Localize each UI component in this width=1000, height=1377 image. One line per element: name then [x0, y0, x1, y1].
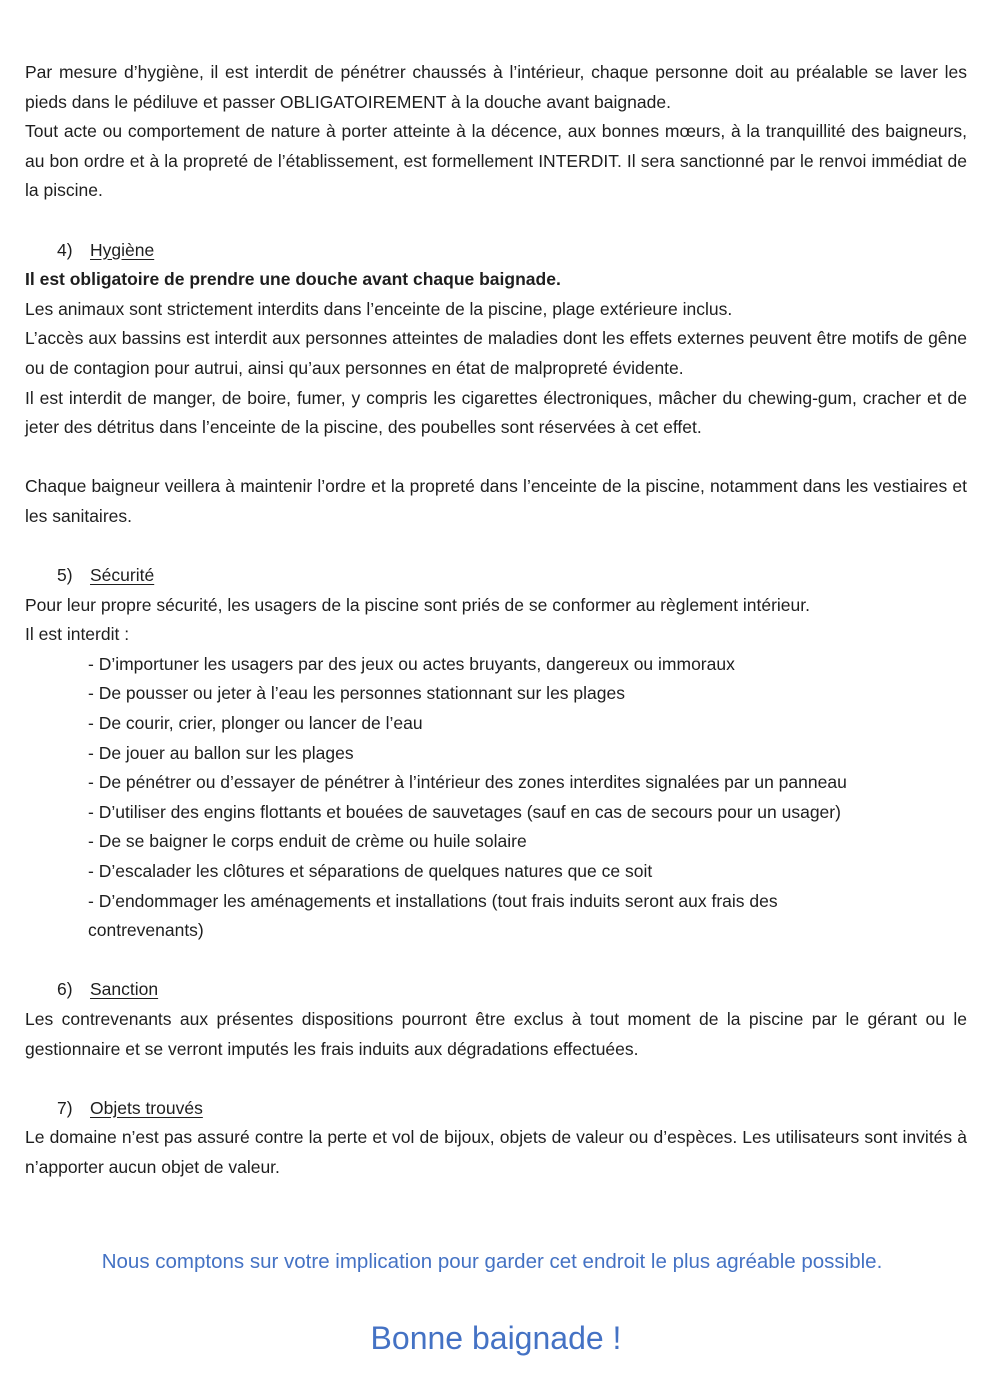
section-title: Sécurité — [90, 565, 155, 586]
intro-paragraph-1: Par mesure d’hygiène, il est interdit de pénétrer chaussés à l’intérieur, chaque personne doit au préalable se laver les pieds dans le pédiluve et passer OBLIGATOIREMENT à la douche avant baignade. — [25, 62, 967, 112]
section-heading-hygiene — [57, 236, 967, 266]
closing-greeting: Bonne baignade ! — [370, 1320, 622, 1356]
section-title: Hygiène — [90, 239, 155, 260]
objets-paragraph-1: Le domaine n’est pas assuré contre la perte et vol de bijoux, objets de valeur ou d’espèces. Les utilisateurs sont invités à n’apporter aucun objet de valeur. — [25, 1127, 967, 1177]
list-item: - De se baigner le corps enduit de crème ou huile solaire — [88, 831, 527, 852]
document-body — [25, 58, 967, 1183]
section-number: 6) — [57, 979, 73, 1000]
hygiene-paragraph-3: Il est interdit de manger, de boire, fumer, y compris les cigarettes électroniques, mâcher du chewing-gum, cracher et de jeter des détritus dans l’enceinte de la piscine, des poubelles sont réservées à cet effet. — [25, 387, 967, 438]
section-number: 4) — [57, 239, 73, 260]
section-title: Sanction — [90, 979, 159, 1000]
section-number: 7) — [57, 1097, 73, 1118]
list-item-continuation: contrevenants) — [88, 920, 204, 941]
list-item: - De courir, crier, plonger ou lancer de l’eau — [88, 713, 423, 734]
list-item: - De pousser ou jeter à l’eau les personnes stationnant sur les plages — [88, 683, 625, 704]
sanction-paragraph-1: Les contrevenants aux présentes dispositions pourront être exclus à tout moment de la piscine par le gérant ou le gestionnaire et se verront imputés les frais induits aux dégradations effectuées. — [25, 1009, 967, 1059]
list-item-text: - D’endommager les aménagements et installations (tout frais induits seront aux frais des — [88, 890, 778, 911]
list-item: - D’escalader les clôtures et séparations de quelques natures que ce soit — [88, 861, 653, 882]
section-heading-sanction — [57, 975, 967, 1005]
securite-paragraph-1: Pour leur propre sécurité, les usagers de la piscine sont priés de se conformer au règlement intérieur. — [25, 594, 810, 615]
section-number: 5) — [57, 565, 73, 586]
list-item: - D’utiliser des engins flottants et bouées de sauvetages (sauf en cas de secours pour un usager) — [88, 801, 841, 822]
closing-message: Nous comptons sur votre implication pour garder cet endroit le plus agréable possible. — [101, 1250, 883, 1273]
hygiene-paragraph-1: Les animaux sont strictement interdits dans l’enceinte de la piscine, plage extérieure inclus. — [25, 298, 733, 319]
section-heading-securite — [57, 561, 967, 591]
section-heading-objets-trouves — [57, 1094, 967, 1124]
list-item: - De pénétrer ou d’essayer de pénétrer à l’intérieur des zones interdites signalées par un panneau — [88, 772, 847, 793]
securite-paragraph-2: Il est interdit : — [25, 624, 130, 645]
hygiene-paragraph-4: Chaque baigneur veillera à maintenir l’ordre et la propreté dans l’enceinte de la piscine, notamment dans les vestiaires et les sanitaires. — [25, 476, 967, 526]
intro-paragraph-2: Tout acte ou comportement de nature à porter atteinte à la décence, aux bonnes mœurs, à la tranquillité des baigneurs, au bon ordre et à la propreté de l’établissement, est formellement INTERDIT. Il sera sanctionné par le renvoi immédiat de la piscine. — [25, 121, 967, 201]
list-item — [88, 887, 967, 946]
section-title: Objets trouvés — [90, 1097, 203, 1118]
hygiene-bold-rule: Il est obligatoire de prendre une douche avant chaque baignade. — [25, 269, 561, 290]
forbidden-list — [25, 650, 967, 946]
list-item: - De jouer au ballon sur les plages — [88, 742, 354, 763]
hygiene-paragraph-2: L’accès aux bassins est interdit aux personnes atteintes de maladies dont les effets externes peuvent être motifs de gêne ou de contagion pour autrui, ainsi qu’aux personnes en état de malpropreté évidente. — [25, 328, 967, 378]
list-item: - D’importuner les usagers par des jeux ou actes bruyants, dangereux ou immoraux — [88, 653, 735, 674]
